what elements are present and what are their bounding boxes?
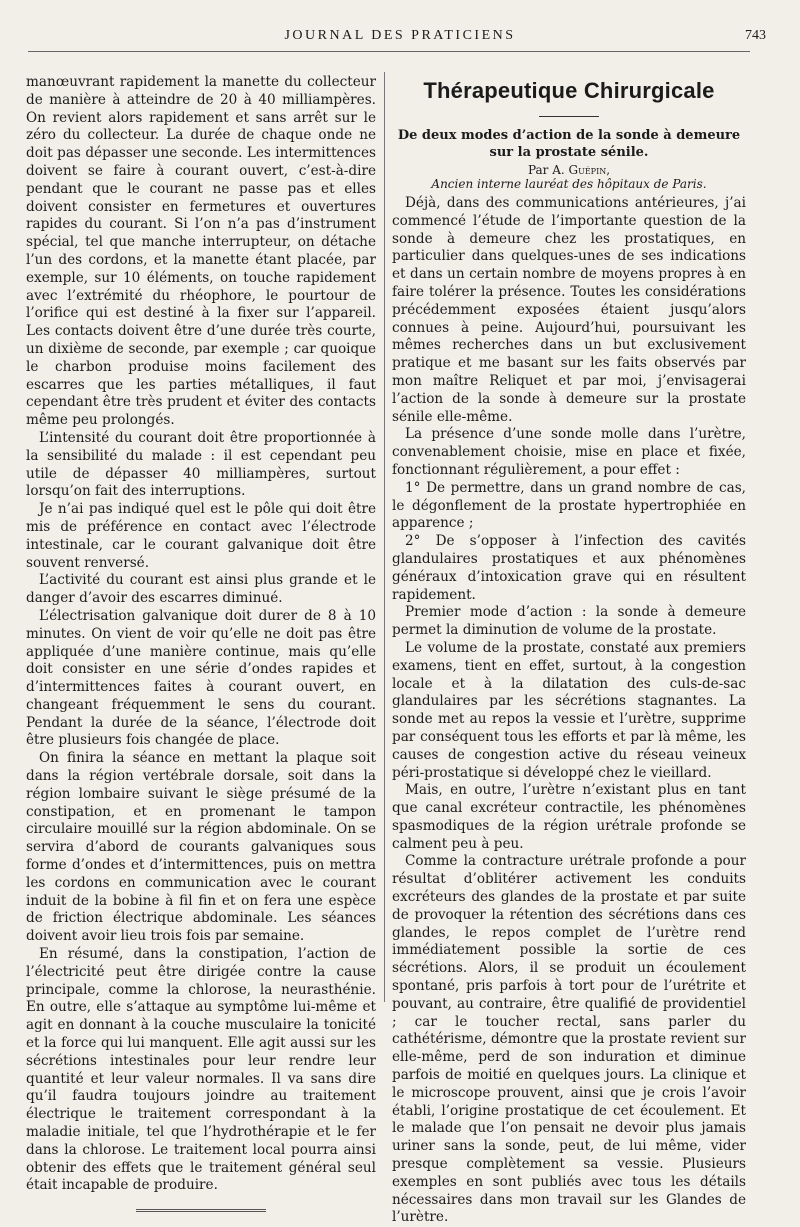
article-title: De deux modes d’action de la sonde à demeure sur la prostate sénile. bbox=[397, 128, 741, 160]
author-line bbox=[392, 163, 746, 177]
section-title: Thérapeutique Chirurgicale bbox=[423, 78, 715, 103]
right-column bbox=[392, 74, 746, 1227]
paragraph: manœuvrant rapidement la manette du collecteur de manière à atteindre de 20 à 40 milliampères. On revient alors rapidement et sans arrêt sur le zéro du collecteur. La durée de chaque onde ne doit pas dépasser une seconde. Les intermittences doivent se faire à courant ouvert, c’est-à-dire pendant que le courant ne passe pas et elles doivent consister en fermetures et ouvertures rapides du courant. Si l’on n’a pas d’instrument spécial, tel que manche interrupteur, on détache l’un des cordons, et la manette étant placée, par exemple, sur 10 éléments, on touche rapidement avec l’extrémité du rhéophore, le pourtour de l’orifice qui est destiné à la fixer sur l’appareil. Les contacts doivent être d’une durée très courte, un dixième de seconde, par exemple ; car quoique le charbon produise moins facilement des escarres que les parties métalliques, il faut cependant être très prudent et éviter des contacts même peu prolongés. bbox=[26, 74, 376, 429]
paragraph: 1° De permettre, dans un grand nombre de cas, le dégonflement de la prostate hypertrophiée en apparence ; bbox=[392, 479, 746, 532]
paragraph: On finira la séance en mettant la plaque soit dans la région vertébrale dorsale, soit dans la région lombaire suivant le siège présumé de la constipation, et en promenant le tampon circulaire mouillé sur la région abdominale. On se servira d’abord de courants galvaniques sous forme d’ondes et d’intermittences, puis on mettra les cordons en communication avec le courant induit de la bobine à fil fin et on fera une espèce de friction électrique abdominale. Les séances doivent avoir lieu trois fois par semaine. bbox=[26, 750, 376, 945]
end-rule bbox=[136, 1209, 266, 1212]
paragraph: L’activité du courant est ainsi plus grande et le danger d’avoir des escarres diminué. bbox=[26, 572, 376, 607]
paragraph: En résumé, dans la constipation, l’action de l’électricité peut être dirigée contre la cause principale, comme la chlorose, la neurasthénie. En outre, elle s’attaque au symptôme lui-même et agit en donnant à la couche musculaire la tonicité et la force qui lui manquent. Elle agit aussi sur les sécrétions intestinales pour leur rendre leur quantité et leur valeur normales. Il va sans dire qu’il faudra toujours joindre au traitement électrique le traitement correspondant à la maladie initiale, tel que l’hydrothérapie et le fer dans la chlorose. Le traitement local pourra ainsi obtenir des effets que le traitement général seul était incapable de produire. bbox=[26, 946, 376, 1194]
paragraph: Je n’ai pas indiqué quel est le pôle qui doit être mis de préférence en contact avec l’électrode intestinale, car le courant galvanique doit être souvent renversé. bbox=[26, 501, 376, 571]
left-column bbox=[26, 74, 376, 1212]
running-header bbox=[20, 22, 780, 58]
paragraph: Comme la contracture urétrale profonde a pour résultat d’oblitérer activement les conduits excréteurs des glandes de la prostate et par suite de provoquer la rétention des sécrétions dans ces glandes, le repos complet de l’urètre rend immédiatement possible la sortie de ces sécrétions. Alors, il se produit un écoulement spontané, pris parfois à tort pour de l’urétrite et pouvant, au contraire, être qualifié de providentiel ; car le toucher rectal, sans parler du cathétérisme, démontre que la prostate revient sur elle-même, perd de son induration et diminue parfois de moitié en quelques jours. La clinique et le microscope prouvent, ainsi que je crois l’avoir établi, l’origine prostatique de cet écoulement. Et le malade que l’on pensait ne devoir plus jamais uriner sans la sonde, peut, de lui même, vider presque complètement sa vessie. Plusieurs exemples en sont publiés avec tous les détails nécessaires dans mon travail sur les Glandes de l’urètre. bbox=[392, 853, 746, 1226]
paragraph: Premier mode d’action : la sonde à demeure permet la diminution de volume de la prostate. bbox=[392, 604, 746, 639]
paragraph: L’électrisation galvanique doit durer de 8 à 10 minutes. On vient de voir qu’elle ne doit pas être appliquée d’une manière continue, mais qu’elle doit consister en une série d’ondes rapides et d’intermittences faites à courant ouvert, en changeant fréquemment le sens du courant. Pendant la durée de la séance, l’électrode doit être plusieurs fois changée de place. bbox=[26, 607, 376, 749]
journal-title: JOURNAL DES PRATICIENS bbox=[284, 28, 516, 43]
column-divider bbox=[384, 72, 385, 1002]
paragraph: La présence d’une sonde molle dans l’urètre, convenablement choisie, mise en place et fixée, fonctionnant régulièrement, a pour effet : bbox=[392, 426, 746, 478]
header-rule bbox=[28, 51, 750, 52]
paragraph: 2° De s’opposer à l’infection des cavités glandulaires prostatiques et aux phénomènes généraux d’intoxication grave qui en résultent rapidement. bbox=[392, 533, 746, 603]
author-name: Guépin, bbox=[568, 163, 611, 177]
author-prefix: Par A. bbox=[527, 163, 565, 177]
page-number: 743 bbox=[745, 28, 766, 43]
section-rule bbox=[539, 116, 599, 117]
paragraph: Mais, en outre, l’urètre n’existant plus en tant que canal excréteur contractile, les phénomènes spasmodiques de la région urétrale profonde se calment peu à peu. bbox=[392, 782, 746, 852]
paragraph: L’intensité du courant doit être proportionnée à la sensibilité du malade : il est cependant peu utile de dépasser 40 milliampères, surtout lorsqu’on fait des interruptions. bbox=[26, 429, 376, 500]
paragraph: Déjà, dans des communications antérieures, j’ai commencé l’étude de l’importante question de la sonde à demeure chez les prostatiques, en particulier dans quelques-unes de ses indications et dans un certain nombre de moyens propres à en faire tolérer la présence. Toutes les considérations précédemment exposées étaient jusqu’alors connues à peine. Aujourd’hui, poursuivant les mêmes recherches dans un but exclusivement pratique et me basant sur les faits observés par mon maître Reliquet et par moi, j’envisagerai l’action de la sonde à demeure sur la prostate sénile elle-même. bbox=[392, 195, 746, 425]
paragraph: Le volume de la prostate, constaté aux premiers examens, tient en effet, surtout, à la congestion locale et à la dilatation des culs-de-sac glandulaires par les sécrétions stagnantes. La sonde met au repos la vessie et l’urètre, supprime par conséquent tous les efforts et par là même, les causes de congestion active du réseau veineux péri-prostatique si développé chez le vieillard. bbox=[392, 639, 746, 781]
author-affiliation: Ancien interne lauréat des hôpitaux de Paris. bbox=[431, 177, 707, 191]
